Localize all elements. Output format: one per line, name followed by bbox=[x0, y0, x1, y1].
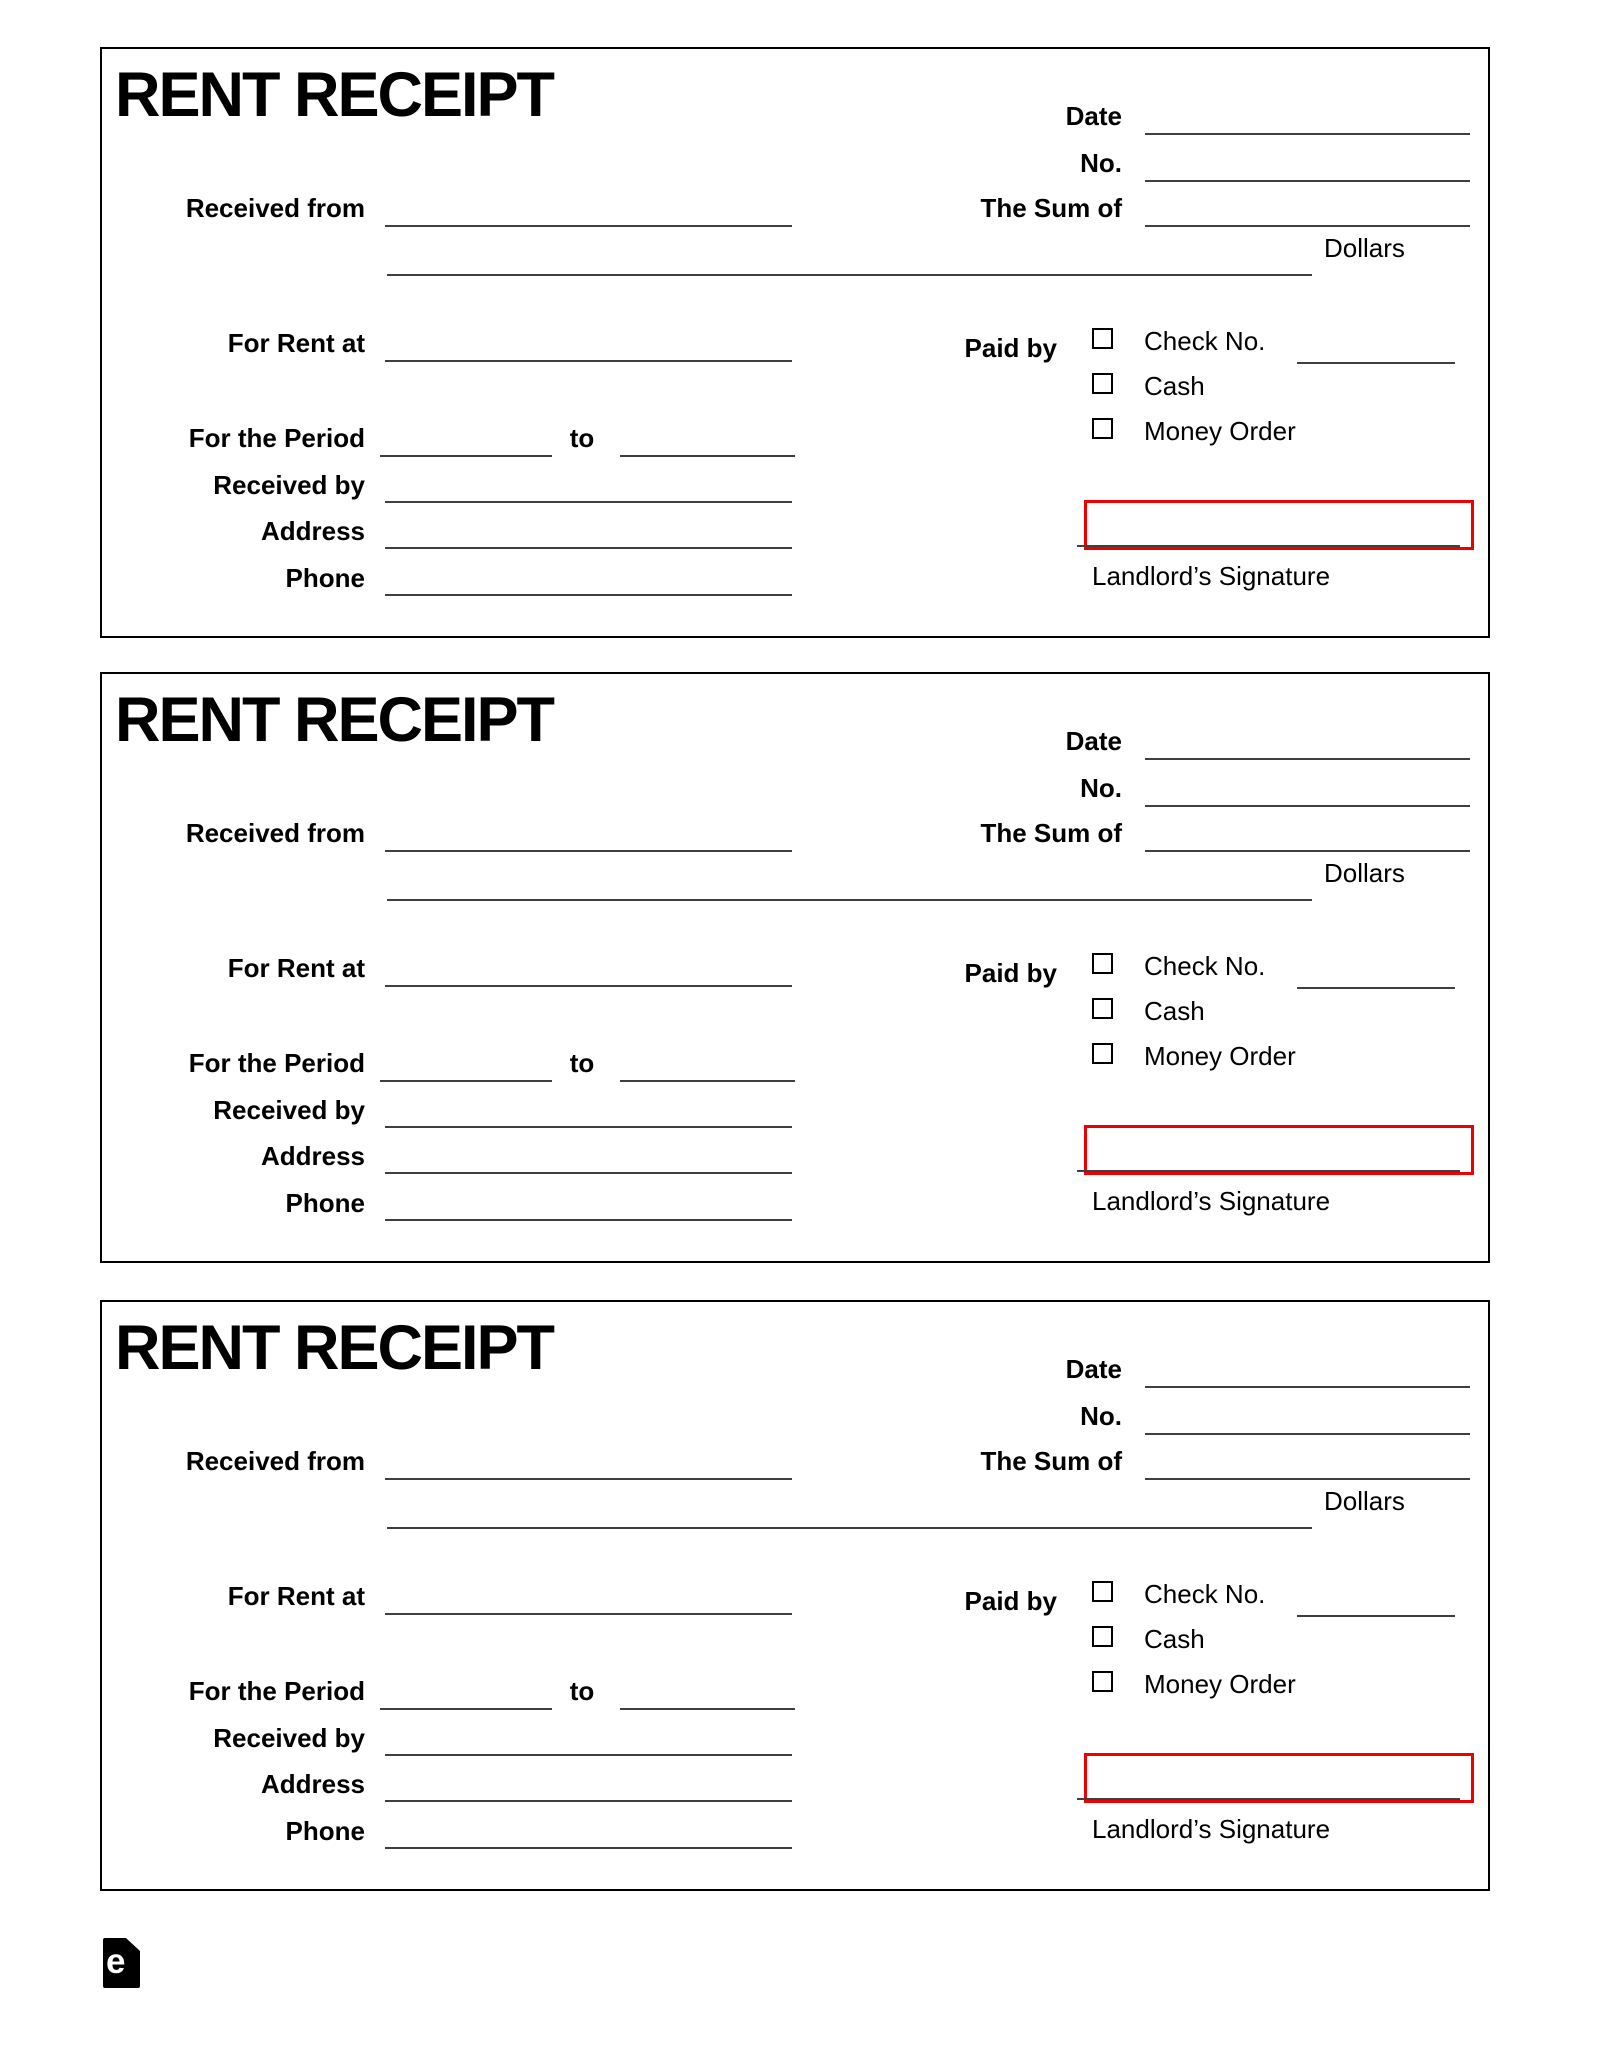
check-no-checkbox[interactable] bbox=[1092, 328, 1113, 349]
check-no-field[interactable] bbox=[1297, 1615, 1455, 1617]
number-field[interactable] bbox=[1145, 1433, 1470, 1435]
number-label: No. bbox=[1080, 1401, 1122, 1431]
landlord-signature-label: Landlord’s Signature bbox=[1092, 561, 1331, 591]
money-order-checkbox[interactable] bbox=[1092, 1043, 1113, 1064]
to-label: to bbox=[569, 423, 595, 453]
for-rent-at-label: For Rent at bbox=[227, 328, 365, 358]
receipt-title: RENT RECEIPT bbox=[115, 1313, 554, 1383]
signature-box[interactable] bbox=[1084, 1125, 1474, 1175]
phone-label: Phone bbox=[285, 1188, 365, 1218]
cash-checkbox[interactable] bbox=[1092, 998, 1113, 1019]
date-label: Date bbox=[1065, 101, 1122, 131]
address-field[interactable] bbox=[385, 1800, 792, 1802]
money-order-checkbox[interactable] bbox=[1092, 418, 1113, 439]
received-from-field[interactable] bbox=[385, 1478, 792, 1480]
landlord-signature-label: Landlord’s Signature bbox=[1092, 1814, 1331, 1844]
period-from-field[interactable] bbox=[380, 1080, 552, 1082]
sum-label: The Sum of bbox=[980, 1446, 1122, 1476]
cash-label: Cash bbox=[1144, 996, 1205, 1026]
money-order-checkbox[interactable] bbox=[1092, 1671, 1113, 1692]
dollars-label: Dollars bbox=[1324, 1486, 1405, 1516]
cash-checkbox[interactable] bbox=[1092, 1626, 1113, 1647]
received-by-label: Received by bbox=[213, 470, 365, 500]
amount-in-words-field[interactable] bbox=[387, 899, 1312, 901]
date-field[interactable] bbox=[1145, 133, 1470, 135]
phone-label: Phone bbox=[285, 563, 365, 593]
for-period-label: For the Period bbox=[188, 423, 365, 453]
received-by-label: Received by bbox=[213, 1723, 365, 1753]
sum-label: The Sum of bbox=[980, 818, 1122, 848]
amount-in-words-field[interactable] bbox=[387, 1527, 1312, 1529]
number-label: No. bbox=[1080, 148, 1122, 178]
logo-letter: e bbox=[106, 1942, 126, 1981]
for-period-label: For the Period bbox=[188, 1676, 365, 1706]
phone-label: Phone bbox=[285, 1816, 365, 1846]
cash-label: Cash bbox=[1144, 1624, 1205, 1654]
check-no-checkbox[interactable] bbox=[1092, 953, 1113, 974]
check-no-field[interactable] bbox=[1297, 362, 1455, 364]
cash-label: Cash bbox=[1144, 371, 1205, 401]
to-label: to bbox=[569, 1676, 595, 1706]
for-rent-at-field[interactable] bbox=[385, 360, 792, 362]
for-period-label: For the Period bbox=[188, 1048, 365, 1078]
signature-box[interactable] bbox=[1084, 1753, 1474, 1803]
period-to-field[interactable] bbox=[620, 455, 795, 457]
address-field[interactable] bbox=[385, 547, 792, 549]
for-rent-at-label: For Rent at bbox=[227, 1581, 365, 1611]
date-label: Date bbox=[1065, 726, 1122, 756]
number-field[interactable] bbox=[1145, 805, 1470, 807]
received-from-label: Received from bbox=[185, 1446, 365, 1476]
received-from-label: Received from bbox=[185, 193, 365, 223]
dollars-label: Dollars bbox=[1324, 858, 1405, 888]
signature-box[interactable] bbox=[1084, 500, 1474, 550]
phone-field[interactable] bbox=[385, 1847, 792, 1849]
paid-by-label: Paid by bbox=[964, 958, 1057, 988]
eforms-logo bbox=[103, 1938, 140, 1988]
period-to-field[interactable] bbox=[620, 1080, 795, 1082]
period-from-field[interactable] bbox=[380, 1708, 552, 1710]
rent-receipt-form bbox=[100, 1300, 1490, 1891]
sum-field[interactable] bbox=[1145, 850, 1470, 852]
for-rent-at-field[interactable] bbox=[385, 985, 792, 987]
check-no-label: Check No. bbox=[1144, 1579, 1266, 1609]
rent-receipt-form bbox=[100, 672, 1490, 1263]
phone-field[interactable] bbox=[385, 594, 792, 596]
check-no-label: Check No. bbox=[1144, 951, 1266, 981]
check-no-checkbox[interactable] bbox=[1092, 1581, 1113, 1602]
dollars-label: Dollars bbox=[1324, 233, 1405, 263]
amount-in-words-field[interactable] bbox=[387, 274, 1312, 276]
signature-line bbox=[1077, 1170, 1460, 1172]
rent-receipt-form bbox=[100, 47, 1490, 638]
landlord-signature-label: Landlord’s Signature bbox=[1092, 1186, 1331, 1216]
money-order-label: Money Order bbox=[1144, 1041, 1296, 1071]
receipt-title: RENT RECEIPT bbox=[115, 60, 554, 130]
received-from-field[interactable] bbox=[385, 850, 792, 852]
cash-checkbox[interactable] bbox=[1092, 373, 1113, 394]
number-label: No. bbox=[1080, 773, 1122, 803]
money-order-label: Money Order bbox=[1144, 416, 1296, 446]
received-from-label: Received from bbox=[185, 818, 365, 848]
for-rent-at-field[interactable] bbox=[385, 1613, 792, 1615]
date-field[interactable] bbox=[1145, 758, 1470, 760]
received-by-label: Received by bbox=[213, 1095, 365, 1125]
phone-field[interactable] bbox=[385, 1219, 792, 1221]
received-by-field[interactable] bbox=[385, 1754, 792, 1756]
address-label: Address bbox=[260, 516, 365, 546]
received-from-field[interactable] bbox=[385, 225, 792, 227]
check-no-field[interactable] bbox=[1297, 987, 1455, 989]
for-rent-at-label: For Rent at bbox=[227, 953, 365, 983]
number-field[interactable] bbox=[1145, 180, 1470, 182]
signature-line bbox=[1077, 545, 1460, 547]
sum-field[interactable] bbox=[1145, 1478, 1470, 1480]
received-by-field[interactable] bbox=[385, 1126, 792, 1128]
paid-by-label: Paid by bbox=[964, 1586, 1057, 1616]
period-from-field[interactable] bbox=[380, 455, 552, 457]
receipt-title: RENT RECEIPT bbox=[115, 685, 554, 755]
period-to-field[interactable] bbox=[620, 1708, 795, 1710]
address-field[interactable] bbox=[385, 1172, 792, 1174]
date-field[interactable] bbox=[1145, 1386, 1470, 1388]
sum-label: The Sum of bbox=[980, 193, 1122, 223]
paid-by-label: Paid by bbox=[964, 333, 1057, 363]
signature-line bbox=[1077, 1798, 1460, 1800]
date-label: Date bbox=[1065, 1354, 1122, 1384]
sum-field[interactable] bbox=[1145, 225, 1470, 227]
money-order-label: Money Order bbox=[1144, 1669, 1296, 1699]
received-by-field[interactable] bbox=[385, 501, 792, 503]
to-label: to bbox=[569, 1048, 595, 1078]
check-no-label: Check No. bbox=[1144, 326, 1266, 356]
address-label: Address bbox=[260, 1141, 365, 1171]
address-label: Address bbox=[260, 1769, 365, 1799]
